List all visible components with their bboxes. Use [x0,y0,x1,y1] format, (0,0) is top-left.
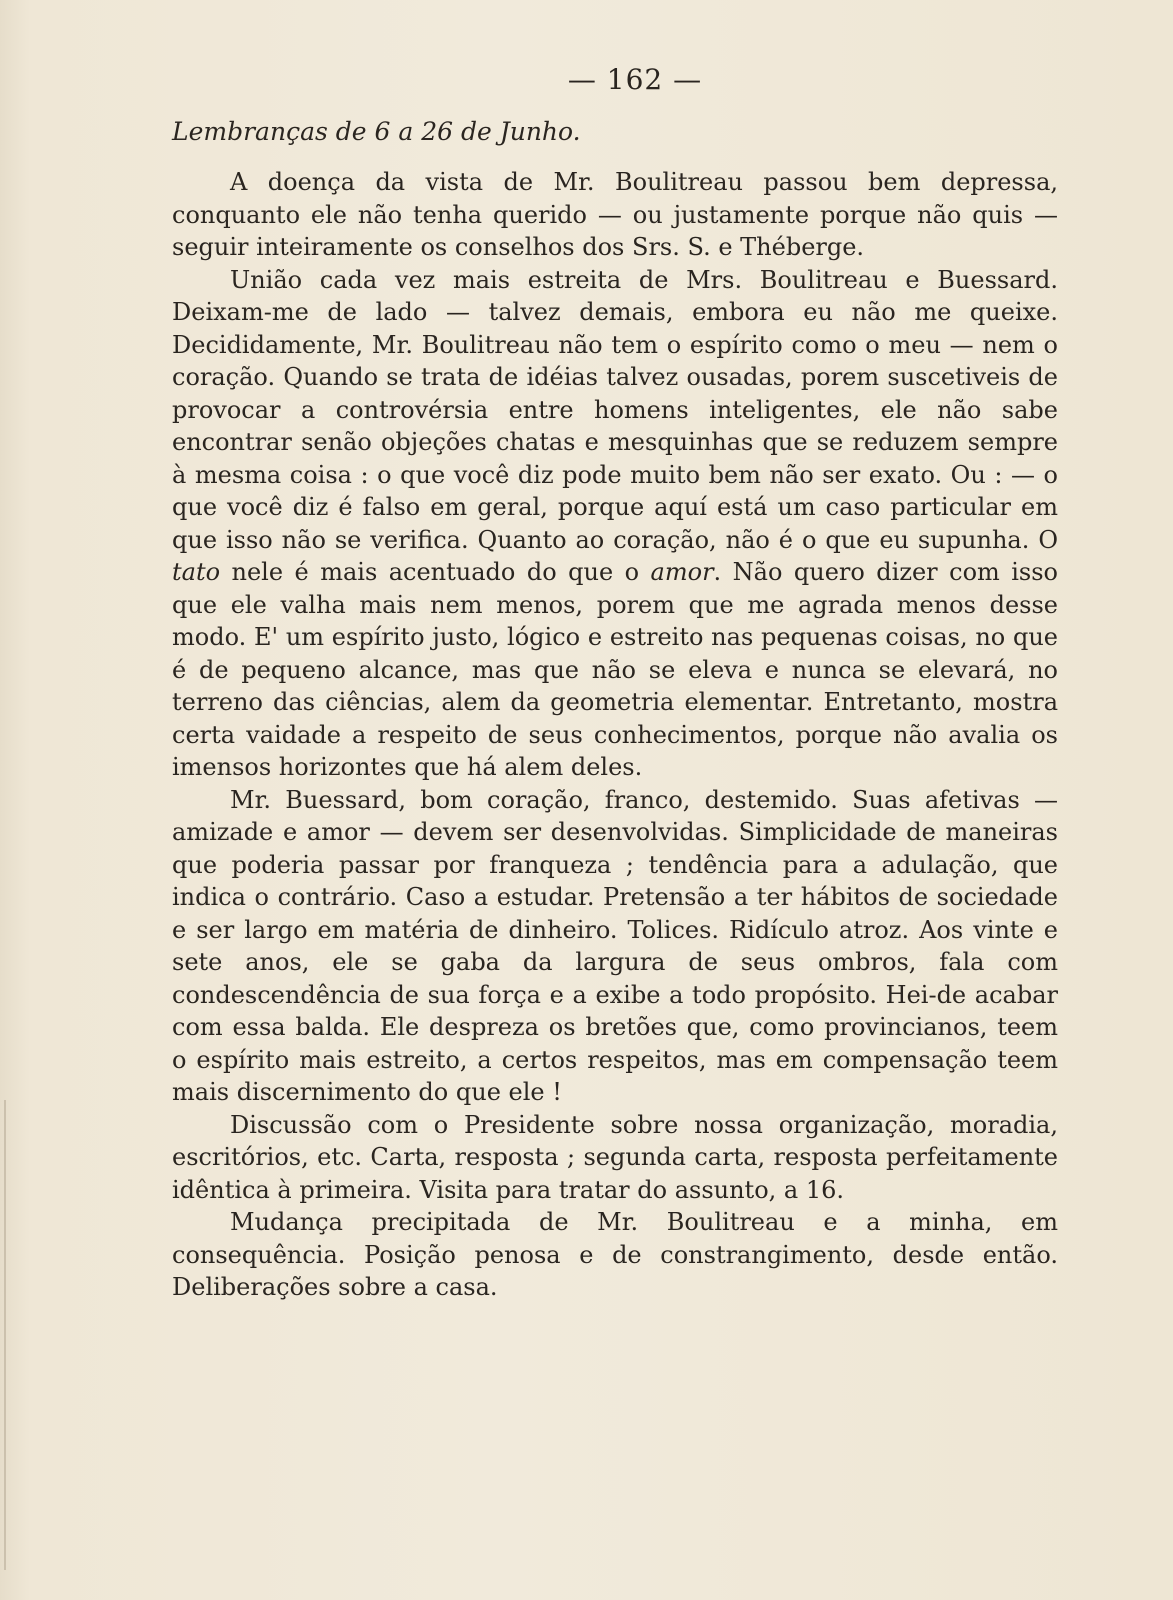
binding-edge [4,1100,6,1570]
paragraph-text: . Não quero dizer com isso que ele valha mais nem menos, porem que me agrada menos desse modo. E' um espírito justo, lógico e estreito nas pequenas coisas, no que é de pequeno alcance, mas que não se eleva e nunca se elevará, no terreno das ciências, alem da geometria elementar. Entretanto, mostra certa vaidade a respeito de seus conhecimentos, porque não avalia os imensos horizontes que há alem deles. [172,558,1059,781]
paragraph-1 [172,166,1058,264]
emphasis-tato: tato [172,558,221,586]
paragraph-5 [172,1206,1058,1304]
paragraph-4 [172,1109,1058,1207]
section-heading: Lembranças de 6 a 26 de Junho. [172,117,581,146]
page-number: — 162 — [567,63,703,96]
paragraph-text: Mudança precipitada de Mr. Boulitreau e a minha, em consequência. Posição penosa e de constrangimento, desde então. Deliberações sobre a casa. [172,1208,1058,1301]
paragraph-text: nele é mais acentuado do que o [220,558,651,586]
paragraph-3 [172,784,1058,1109]
paragraph-text: A doença da vista de Mr. Boulitreau passou bem depressa, conquanto ele não tenha querido — ou justamente porque não quis — seguir inteiramente os conselhos dos Srs. S. e Théberge. [172,168,1058,261]
paragraph-2 [172,264,1058,784]
emphasis-amor: amor [650,558,714,586]
body-text [172,166,1058,1304]
paragraph-text: Mr. Buessard, bom coração, franco, destemido. Suas afetivas — amizade e amor — devem ser desenvolvidas. Simplicidade de maneiras que poderia passar por franqueza ; tendência para a adulação, que indica o contrário. Caso a estudar. Pretensão a ter hábitos de sociedade e ser largo em matéria de dinheiro. Tolices. Ridículo atroz. Aos vinte e sete anos, ele se gaba da largura de seus ombros, fala com condescendência de sua força e a exibe a todo propósito. Hei-de acabar com essa balda. Ele despreza os bretões que, como provincianos, teem o espírito mais estreito, a certos respeitos, mas em compensação teem mais discernimento do que ele ! [172,785,1058,1106]
paragraph-text: Discussão com o Presidente sobre nossa organização, moradia, escritórios, etc. Carta, resposta ; segunda carta, resposta perfeitamente idêntica à primeira. Visita para tratar do assunto, a 16. [172,1110,1058,1204]
paragraph-text: União cada vez mais estreita de Mrs. Boulitreau e Buessard. Deixam-me de lado — talvez demais, embora eu não me queixe. Decididamente, Mr. Boulitreau não tem o espírito como o meu — nem o coração. Quando se trata de idéias talvez ousadas, porem suscetiveis de provocar a controvérsia entre homens inteligentes, ele não sabe encontrar senão objeções chatas e mesquinhas que se reduzem sempre à mesma coisa : o que você diz pode muito bem não ser exato. Ou : — o que você diz é falso em geral, porque aquí está um caso particular em que isso não se verifica. Quanto ao coração, não é o que eu supunha. O [172,265,1058,554]
page-content [172,60,1058,1304]
